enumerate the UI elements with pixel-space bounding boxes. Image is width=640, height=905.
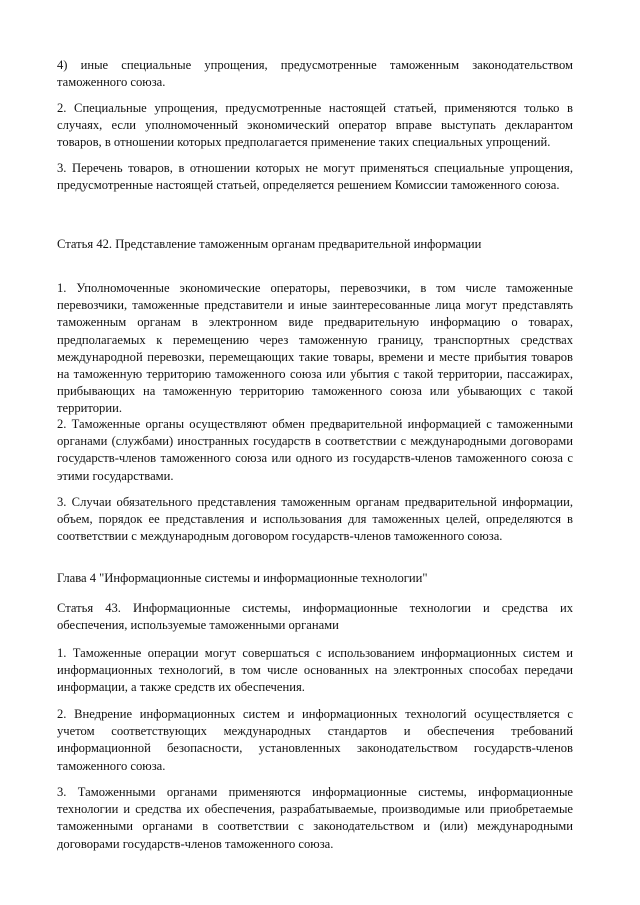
article-43-title: Статья 43. Информационные системы, информационные технологии и средства их обеспечения, используемые таможенными органами	[57, 601, 573, 633]
article-43-paragraph-1: 1. Таможенные операции могут совершаться с использованием информационных систем и информационных технологий, в том числе основанных на электронных способах передачи информации, а также средств их обеспечения.	[57, 646, 573, 695]
article-42-title: Статья 42. Представление таможенным органам предварительной информации	[57, 237, 482, 251]
paragraph-item-4: 4) иные специальные упрощения, предусмотренные таможенным законодательством таможенного союза.	[57, 58, 573, 90]
article-42-paragraph-2: 2. Таможенные органы осуществляют обмен предварительной информацией с таможенными органами (службами) иностранных государств в соответствии с международными договорами государств-членов таможенного союза или одного из государств-членов таможенного союза с этими государствами.	[57, 417, 573, 483]
article-43-paragraph-3: 3. Таможенными органами применяются информационные системы, информационные технологии и средства их обеспечения, разрабатываемые, производимые или приобретаемые таможенными органами в соответствии с законодательством и (или) международными договорами государств-членов таможенного союза.	[57, 785, 573, 851]
article-42-paragraph-3: 3. Случаи обязательного представления таможенным органам предварительной информации, объем, порядок ее представления и использования для таможенных целей, определяются в соответствии с международным договором государств-членов таможенного союза.	[57, 495, 573, 544]
paragraph-clause-2: 2. Специальные упрощения, предусмотренные настоящей статьей, применяются только в случаях, если уполномоченный экономический оператор вправе выступать декларантом товаров, в отношении которых предполагается применение таких специальных упрощений.	[57, 101, 573, 150]
article-43-paragraph-2: 2. Внедрение информационных систем и информационных технологий осуществляется с учетом соответствующих международных стандартов и обеспечения требований информационной безопасности, установленных законодательством государств-членов таможенного союза.	[57, 707, 573, 773]
paragraph-clause-3: 3. Перечень товаров, в отношении которых не могут применяться специальные упрощения, предусмотренные настоящей статьей, определяется решением Комиссии таможенного союза.	[57, 161, 573, 193]
chapter-4-title: Глава 4 "Информационные системы и информационные технологии"	[57, 571, 428, 585]
article-42-paragraph-1: 1. Уполномоченные экономические операторы, перевозчики, в том числе таможенные перевозчики, таможенные представители и иные заинтересованные лица могут представлять таможенным органам в электронном виде предварительную информацию о товарах, предполагаемых к перемещению через таможенную границу, транспортных средствах международной перевозки, перемещающих такие товары, времени и месте прибытия товаров на таможенную территорию таможенного союза или убытия с такой территории, пассажирах, прибывающих на таможенную территорию таможенного союза или убывающих с такой территории.	[57, 281, 573, 416]
